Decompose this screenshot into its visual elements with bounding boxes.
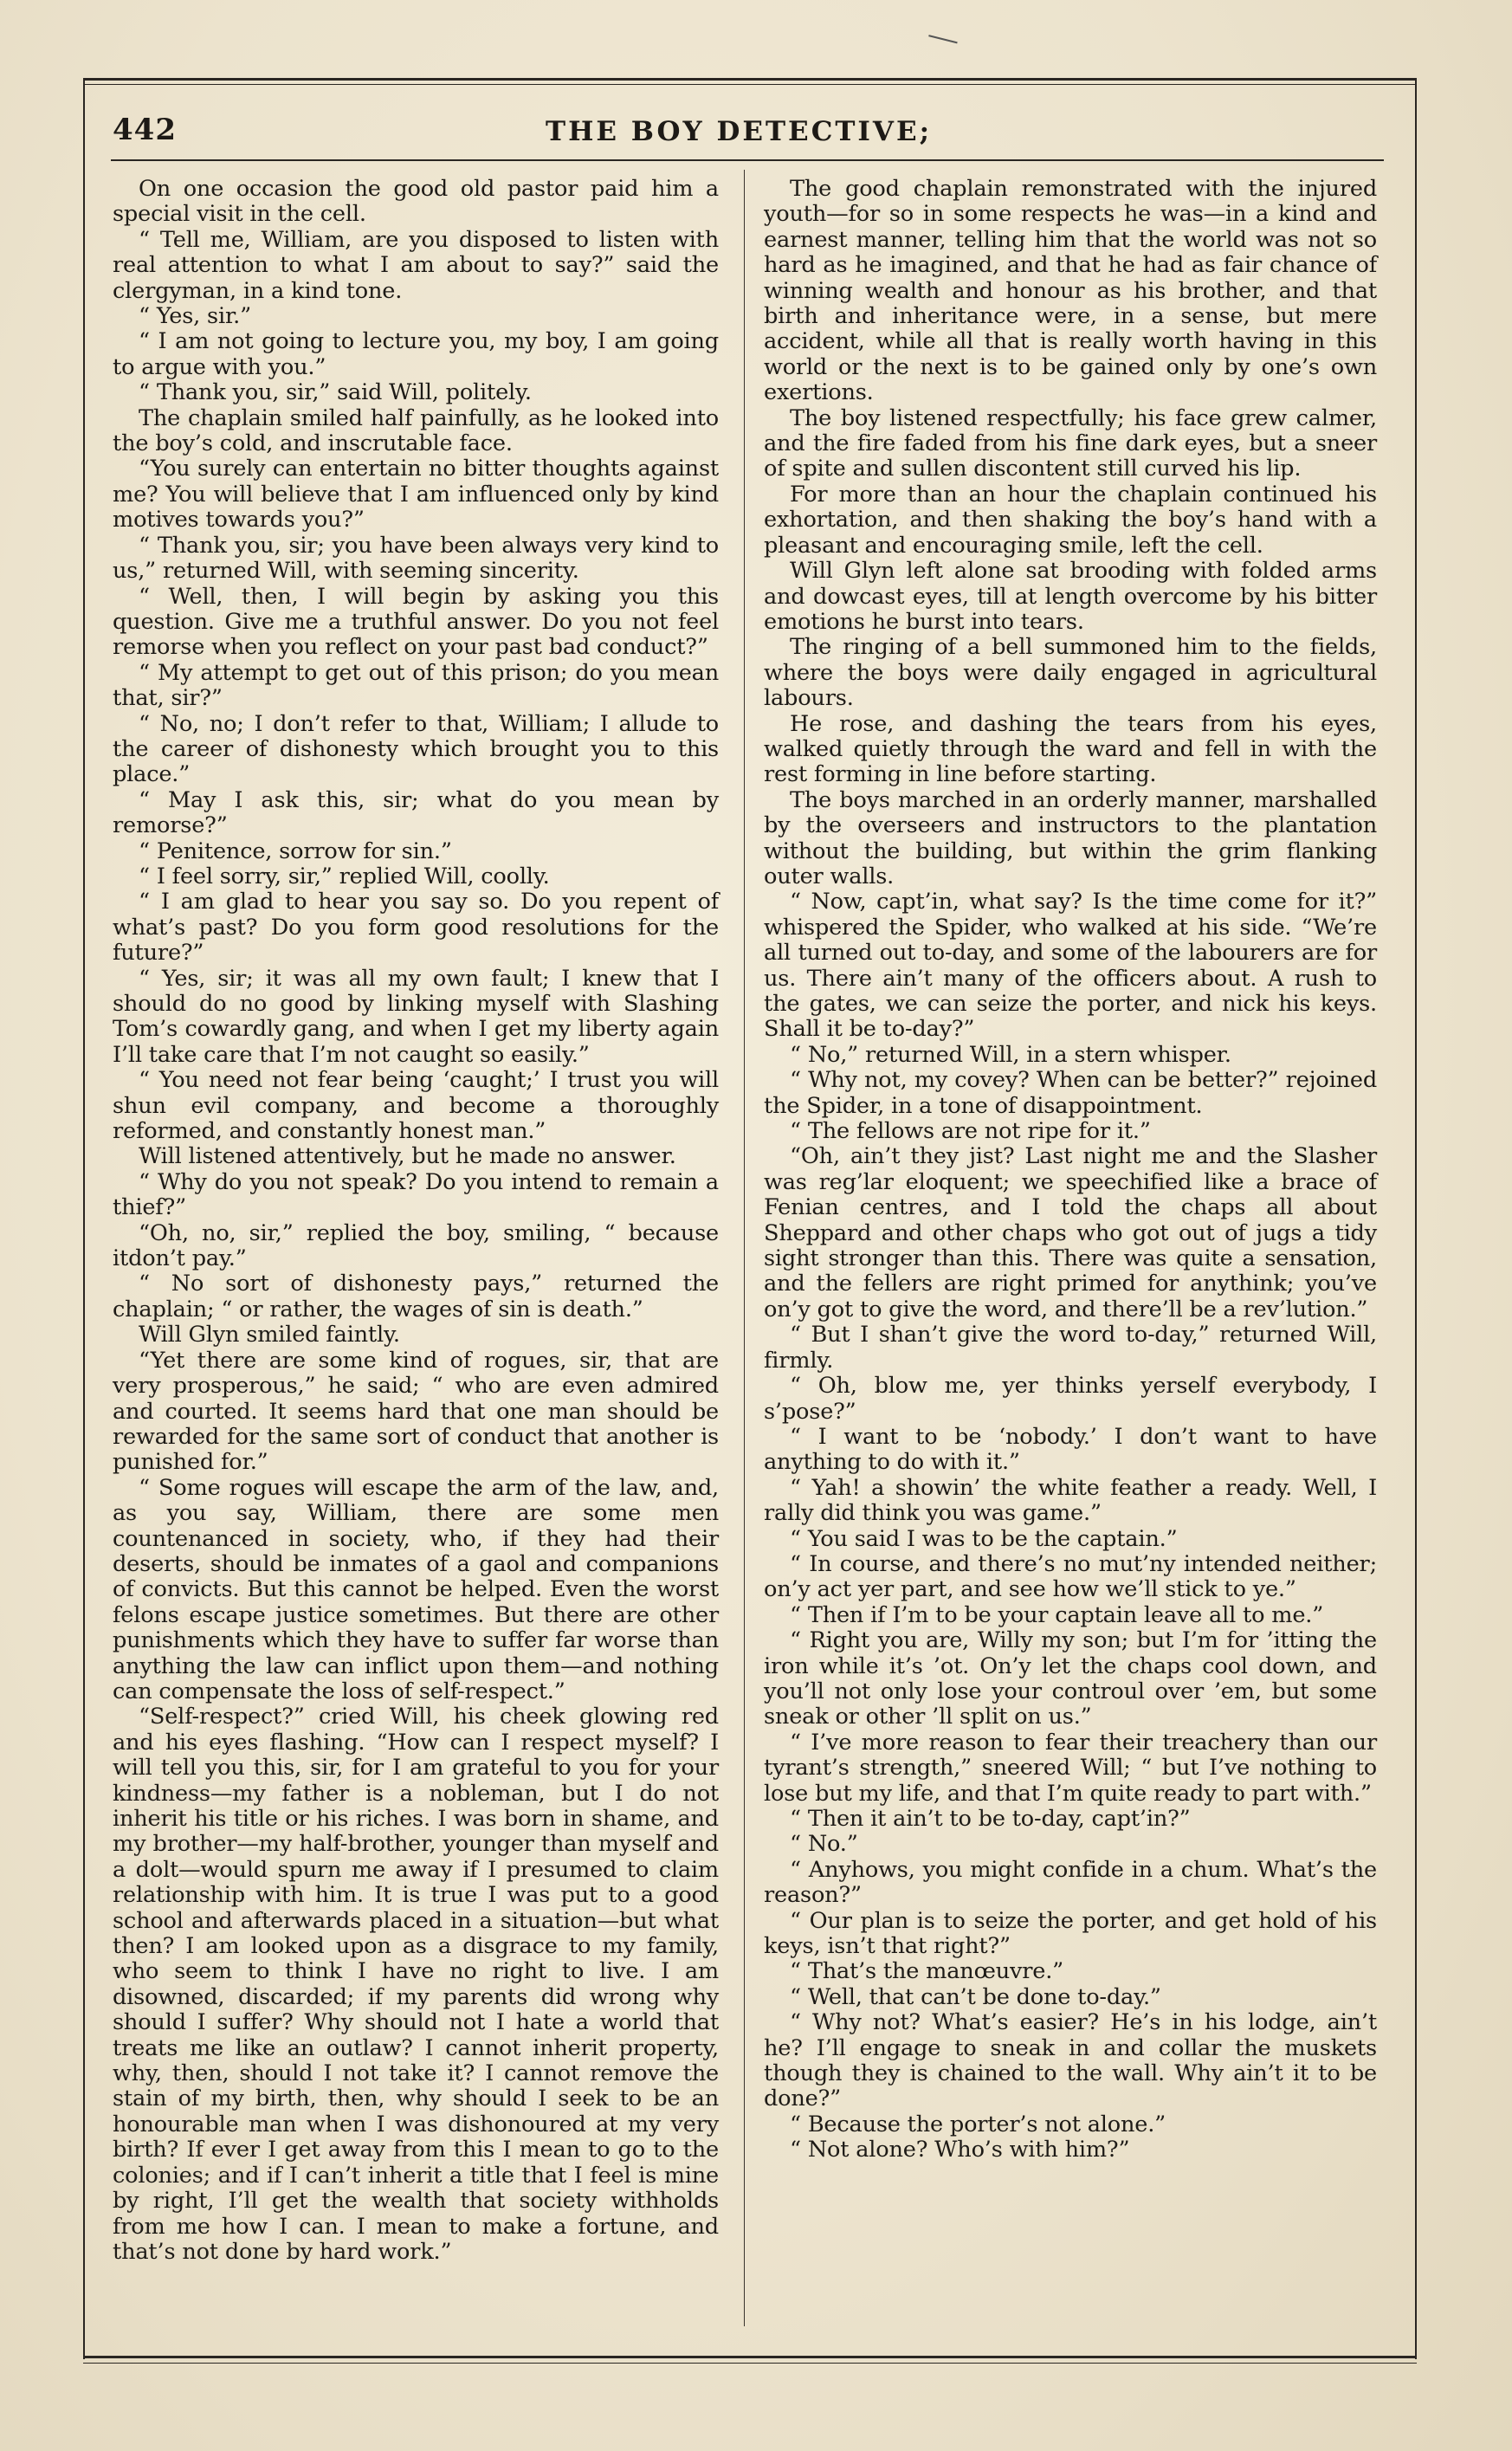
paragraph: “Yet there are some kind of rogues, sir, that are very prosperous,” he said; “ who are even admired and courted. It seems hard that one man should be rewarded for the same sort of conduct that another is punished for.”: [113, 1347, 719, 1476]
bottom-rule-thin: [83, 2363, 1417, 2364]
paragraph: “ Why not? What’s easier? He’s in his lodge, ain’t he? I’ll engage to sneak in and collar the muskets though they is chained to the wall. Why ain’t it to be done?”: [764, 2009, 1377, 2112]
paragraph: “ Because the porter’s not alone.”: [790, 2111, 1166, 2137]
paragraph: “ Our plan is to seize the porter, and get hold of his keys, isn’t that right?”: [764, 1907, 1377, 1960]
paragraph: “ That’s the manœuvre.”: [790, 1958, 1064, 1985]
column-divider: [744, 170, 745, 2326]
paragraph: “ Anyhows, you might confide in a chum. What’s the reason?”: [764, 1856, 1377, 1909]
paragraph: “ Then it ain’t to be to-day, capt’in?”: [790, 1806, 1191, 1832]
paragraph: “ Why do you not speak? Do you intend to remain a thief?”: [113, 1168, 719, 1221]
paragraph: “ Yes, sir.”: [139, 303, 252, 330]
paragraph: “You surely can entertain no bitter thoughts against me? You will believe that I am influenced only by kind motives towards you?”: [113, 456, 719, 534]
paragraph: Will listened attentively, but he made no answer.: [139, 1143, 676, 1170]
paragraph: “ Then if I’m to be your captain leave all to me.”: [790, 1601, 1324, 1628]
paragraph: “ No,” returned Will, in a stern whisper.: [790, 1041, 1231, 1068]
paragraph: He rose, and dashing the tears from his eyes, walked quietly through the ward and fell in with the rest forming in line before starting.: [764, 710, 1377, 788]
paragraph: “ No sort of dishonesty pays,” returned the chaplain; “ or rather, the wages of sin is death.”: [113, 1271, 719, 1323]
paragraph: “ Some rogues will escape the arm of the law, and, as you say, William, there are some men countenanced in society, who, if they had their deserts, should be inmates of a gaol and companions of convicts. But this cannot be helped. Even the worst felons escape justice sometimes. But there are other punishments which they have to suffer far worse than anything the law can inflict upon them—and nothing can compensate the loss of self-respect.”: [113, 1474, 719, 1704]
paragraph: “ I’ve more reason to fear their treachery than our tyrant’s strength,” sneered Will; “ but I’ve nothing to lose but my life, and that I’m quite ready to part with.”: [764, 1729, 1377, 1807]
paragraph: For more than an hour the chaplain continued his exhortation, and then shaking the boy’s hand with a pleasant and encouraging smile, left the cell.: [764, 481, 1377, 559]
paragraph: The boys marched in an orderly manner, marshalled by the overseers and instructors to the plantation without the building, but within the grim flanking outer walls.: [764, 786, 1377, 889]
paragraph: “ I am not going to lecture you, my boy, I am going to argue with you.”: [113, 328, 719, 380]
paragraph: “ Penitence, sorrow for sin.”: [139, 837, 452, 864]
paragraph: “ Right you are, Willy my son; but I’m for ’itting the iron while it’s ’ot. On’y let the chaps cool down, and you’ll not only lose your controul over ’em, but some sneak or other ’ll split on us.”: [764, 1627, 1377, 1730]
paragraph: “ No.”: [790, 1831, 858, 1858]
paragraph: “ My attempt to get out of this prison; do you mean that, sir?”: [113, 659, 719, 712]
paragraph: “ No, no; I don’t refer to that, William; I allude to the career of dishonesty which brought you to this place.”: [113, 710, 719, 788]
paragraph: “ You need not fear being ‘caught;’ I trust you will shun evil company, and become a thoroughly reformed, and constantly honest man.”: [113, 1067, 719, 1145]
paragraph: “ Thank you, sir; you have been always very kind to us,” returned Will, with seeming sincerity.: [113, 532, 719, 585]
paragraph: “ I want to be ‘nobody.’ I don’t want to have anything to do with it.”: [764, 1423, 1377, 1476]
paragraph: “ Not alone? Who’s with him?”: [790, 2137, 1130, 2163]
paragraph: “ Thank you, sir,” said Will, politely.: [139, 379, 532, 406]
paragraph: The ringing of a bell summoned him to the fields, where the boys were daily engaged in agricultural labours.: [764, 634, 1377, 712]
paragraph: Will Glyn smiled faintly.: [139, 1322, 400, 1348]
paragraph: “ Tell me, William, are you disposed to listen with real attention to what I am about to say?” said the clergyman, in a kind tone.: [113, 226, 719, 304]
paragraph: The boy listened respectfully; his face grew calmer, and the fire faded from his fine dark eyes, but a sneer of spite and sullen discontent still curved his lip.: [764, 404, 1377, 482]
paragraph: The chaplain smiled half painfully, as he looked into the boy’s cold, and inscrutable face.: [113, 404, 719, 457]
paragraph: “Oh, no, sir,” replied the boy, smiling, “ because itdon’t pay.”: [113, 1219, 719, 1272]
paragraph: “ Why not, my covey? When can be better?” rejoined the Spider, in a tone of disappointment.: [764, 1067, 1377, 1119]
paragraph: “ Oh, blow me, yer thinks yerself everybody, I s’pose?”: [764, 1373, 1377, 1425]
paragraph: The good chaplain remonstrated with the injured youth—for so in some respects he was—in a kind and earnest manner, telling him that the world was not so hard as he imagined, and that he had as fair chance of winning wealth and honour as his brother, and that birth and inheritance were, in a sense, but mere accident, while all that is really worth having in this world or the next is to be gained only by one’s own exertions.: [764, 176, 1377, 406]
paragraph: “ You said I was to be the captain.”: [790, 1525, 1178, 1552]
paragraph: “ But I shan’t give the word to-day,” returned Will, firmly.: [764, 1322, 1377, 1374]
bottom-rule: [83, 2356, 1417, 2358]
paragraph: “ Yah! a showin’ the white feather a ready. Well, I rally did think you was game.”: [764, 1474, 1377, 1527]
paragraph: “ I feel sorry, sir,” replied Will, coolly.: [139, 863, 550, 889]
paragraph: “ The fellows are not ripe for it.”: [790, 1118, 1151, 1145]
paragraph: “ Yes, sir; it was all my own fault; I knew that I should do no good by linking myself with Slashing Tom’s cowardly gang, and when I get my liberty again I’ll take care that I’m not caught so easily.”: [113, 965, 719, 1068]
paragraph: “Self-respect?” cried Will, his cheek glowing red and his eyes flashing. “How can I respect myself? I will tell you this, sir, for I am grateful to you for your kindness—my father is a nobleman, but I do not inherit his title or his riches. I was born in shame, and my brother—my half-brother, younger than myself and a dolt—would spurn me away if I presumed to claim relationship with him. It is true I was put to a good school and afterwards placed in a situation—but what then? I am looked upon as a disgrace to my family, who seem to think I have no right to live. I am disowned, discarded; if my parents did wrong why should I suffer? Why should not I hate a world that treats me like an outlaw? I cannot inherit property, why, then, should I not take it? I cannot remove the stain of my birth, then, why should I seek to be an honourable man when I was dishonoured at my very birth? If ever I get away from this I mean to go to the colonies; and if I can’t inherit a title that I feel is mine by right, I’ll get the wealth that society withholds from me how I can. I mean to make a fortune, and that’s not done by hard work.”: [113, 1704, 719, 2265]
paragraph: “ In course, and there’s no mut’ny intended neither; on’y act yer part, and see how we’ll stick to ye.”: [764, 1550, 1377, 1603]
running-head: THE BOY DETECTIVE;: [546, 116, 933, 147]
left-column: [113, 177, 719, 2265]
paragraph: Will Glyn left alone sat brooding with folded arms and dowcast eyes, till at length overcome by his bitter emotions he burst into tears.: [764, 558, 1377, 635]
paragraph: “ May I ask this, sir; what do you mean by remorse?”: [113, 786, 719, 839]
header-rule: [111, 159, 1384, 161]
page-number: 442: [113, 113, 177, 147]
paragraph: “ Well, that can’t be done to-day.”: [790, 1983, 1161, 2010]
paragraph: “ I am glad to hear you say so. Do you repent of what’s past? Do you form good resolutions for the future?”: [113, 889, 719, 967]
paragraph: “ Well, then, I will begin by asking you this question. Give me a truthful answer. Do you not feel remorse when you reflect on your past bad conduct?”: [113, 583, 719, 661]
paragraph: On one occasion the good old pastor paid him a special visit in the cell.: [113, 176, 719, 228]
paragraph: “Oh, ain’t they jist? Last night me and the Slasher was reg’lar eloquent; we speechified like a brace of Fenian centres, and I told the chaps all about Sheppard and other chaps who got out of jugs a tidy sight stronger than this. There was quite a sensation, and the fellers are right primed for anythink; you’ve on’y got to give the word, and there’ll be a rev’lution.”: [764, 1143, 1377, 1323]
right-column: [764, 177, 1377, 2163]
paragraph: “ Now, capt’in, what say? Is the time come for it?” whispered the Spider, who walked at his side. “We’re all turned out to-day, and some of the labourers are for us. There ain’t many of the officers about. A rush to the gates, we can seize the porter, and nick his keys. Shall it be to-day?”: [764, 889, 1377, 1043]
